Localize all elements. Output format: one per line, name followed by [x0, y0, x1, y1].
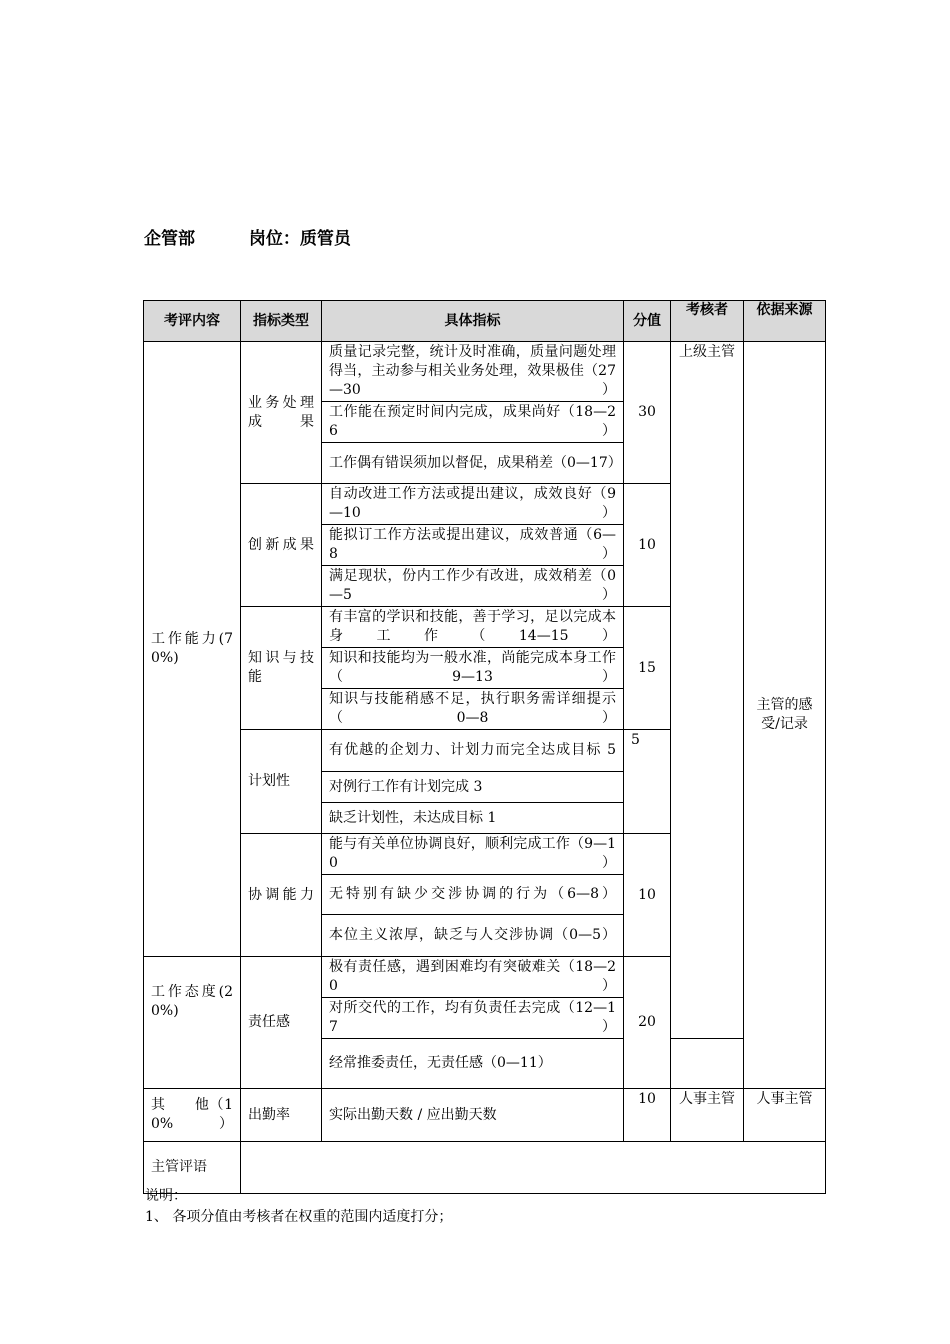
- section-other: 其 他（10%）: [144, 1089, 241, 1142]
- indicator-responsibility-2: 对所交代的工作，均有负责任去完成（12—17）: [322, 998, 624, 1039]
- indicator-coordination-2: 无特别有缺少交涉协调的行为（6—8）: [322, 875, 624, 915]
- table-row: [144, 342, 826, 402]
- indicator-innovation-3: 满足现状，份内工作少有改进，成效稍差（0—5）: [322, 566, 624, 607]
- score-responsibility: 20: [624, 957, 671, 1089]
- score-business: 30: [624, 342, 671, 484]
- indicator-innovation-1: 自动改进工作方法或提出建议，成效良好（9—10）: [322, 484, 624, 525]
- indicator-knowledge-1: 有丰富的学识和技能，善于学习，足以完成本身工作（14—15）: [322, 607, 624, 648]
- section-ability: 工作能力(70%): [144, 342, 241, 957]
- indicator-innovation-2: 能拟订工作方法或提出建议，成效普通（6—8）: [322, 525, 624, 566]
- indicator-business-3: 工作偶有错误须加以督促，成果稍差（0—17）: [322, 443, 624, 484]
- type-business: 业务处理成果: [241, 342, 322, 484]
- header-score: 分值: [624, 301, 671, 342]
- indicator-coordination-3: 本位主义浓厚，缺乏与人交涉协调（0—5）: [322, 915, 624, 957]
- type-coordination: 协调能力: [241, 834, 322, 957]
- score-knowledge: 15: [624, 607, 671, 730]
- notes: [145, 1186, 452, 1228]
- header-indicator: 具体指标: [322, 301, 624, 342]
- position-label: 岗位：质管员: [248, 229, 351, 249]
- department-label: 企管部: [144, 229, 195, 249]
- indicator-knowledge-3: 知识与技能稍感不足，执行职务需详细提示（0—8）: [322, 689, 624, 730]
- notes-line-1: 1、 各项分值由考核者在权重的范围内适度打分；: [145, 1209, 453, 1225]
- source-main: 主管的感受/记录: [744, 342, 826, 1089]
- header-assessor: 考核者: [671, 301, 744, 342]
- score-coordination: 10: [624, 834, 671, 957]
- document-header: [144, 224, 351, 249]
- type-attendance: 出勤率: [241, 1089, 322, 1142]
- indicator-business-1: 质量记录完整，统计及时准确，质量问题处理得当，主动参与相关业务处理，效果极佳（27—30）: [322, 342, 624, 402]
- header-source: 依据来源: [744, 301, 826, 342]
- source-hr: 人事主管: [744, 1089, 826, 1142]
- evaluation-table: [143, 300, 826, 1194]
- table-header-row: [144, 301, 826, 342]
- notes-title: 说明：: [145, 1188, 187, 1204]
- indicator-planning-1: 有优越的企划力、计划力而完全达成目标 5: [322, 730, 624, 772]
- indicator-planning-3: 缺乏计划性，未达成目标 1: [322, 803, 624, 834]
- indicator-planning-2: 对例行工作有计划完成 3: [322, 772, 624, 803]
- type-innovation: 创新成果: [241, 484, 322, 607]
- type-knowledge: 知识与技能: [241, 607, 322, 730]
- score-attendance: 10: [624, 1089, 671, 1142]
- comment-label: 主管评语: [144, 1142, 241, 1194]
- indicator-coordination-1: 能与有关单位协调良好，顺利完成工作（9—10）: [322, 834, 624, 875]
- table-row: [144, 1089, 826, 1142]
- type-responsibility: 责任感: [241, 957, 322, 1089]
- indicator-business-2: 工作能在预定时间内完成，成果尚好（18—26）: [322, 402, 624, 443]
- header-type: 指标类型: [241, 301, 322, 342]
- assessor-main: 上级主管: [671, 342, 744, 1039]
- score-planning: 5: [624, 730, 671, 834]
- header-content: 考评内容: [144, 301, 241, 342]
- type-planning: 计划性: [241, 730, 322, 834]
- indicator-knowledge-2: 知识和技能均为一般水准，尚能完成本身工作（9—13）: [322, 648, 624, 689]
- indicator-attendance: 实际出勤天数 / 应出勤天数: [322, 1089, 624, 1142]
- assessor-hr: 人事主管: [671, 1089, 744, 1142]
- indicator-responsibility-3: 经常推委责任，无责任感（0—11）: [322, 1039, 624, 1089]
- indicator-responsibility-1: 极有责任感，遇到困难均有突破难关（18—20）: [322, 957, 624, 998]
- score-innovation: 10: [624, 484, 671, 607]
- section-attitude: 工作态度(20%): [144, 957, 241, 1089]
